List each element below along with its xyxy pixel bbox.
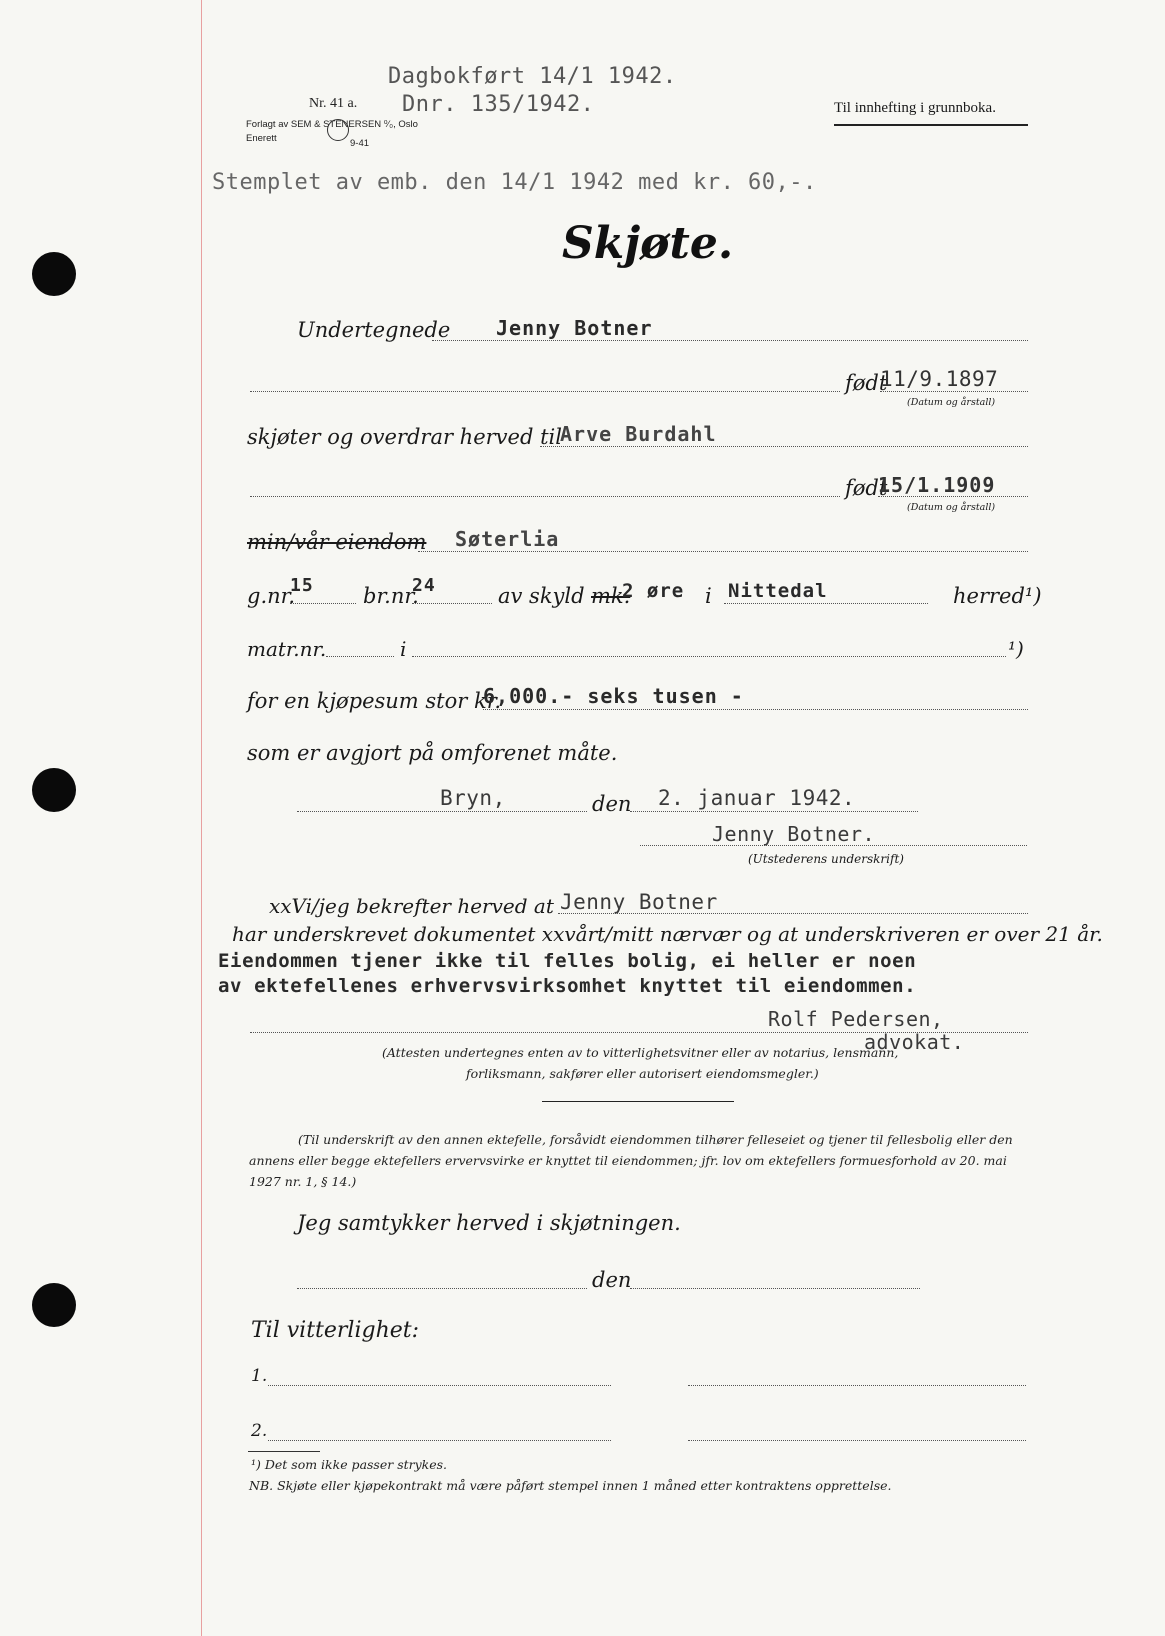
margin-rule	[201, 0, 202, 1636]
spouse-date-line	[630, 1288, 920, 1289]
den-label: den	[592, 792, 632, 816]
matr-label: matr.nr.	[247, 637, 327, 661]
bnr-line	[412, 603, 492, 604]
price-label: for en kjøpesum stor kr.	[247, 689, 502, 713]
witness-number-1: 1.	[251, 1366, 268, 1386]
settled-text: som er avgjort på omforenet måte.	[247, 741, 618, 765]
page-title: Skjøte.	[562, 218, 734, 269]
date-value: 2. januar 1942.	[658, 786, 856, 810]
herred-label: herred¹)	[953, 584, 1042, 608]
seller-birthdate: 11/9.1897	[880, 367, 999, 391]
transfer-label: skjøter og overdrar herved til	[247, 425, 562, 449]
place-value: Bryn,	[440, 786, 506, 810]
attestation-note-1: (Attesten undertegnes enten av to vitterlighetsvitner eller av notarius, lensmann,	[382, 1045, 899, 1060]
undersigned-label: Undertegnede	[297, 318, 451, 342]
issuer-signature: Jenny Botner.	[712, 822, 876, 846]
spouse-note-3: 1927 nr. 1, § 14.)	[249, 1174, 357, 1189]
punch-hole	[32, 768, 76, 812]
matr-i: i	[400, 637, 407, 661]
born-label-2: født	[845, 476, 888, 500]
municipality-prefix: i	[705, 584, 712, 608]
spouse-consent: Jeg samtykker herved i skjøtningen.	[297, 1211, 681, 1235]
spouse-note-2: annens eller begge ektefellers ervervsvirke er knyttet til eiendommen; jfr. lov om ektefellers formuesforhold av 20. mai	[249, 1153, 1007, 1168]
transfer-line	[540, 446, 1028, 447]
undersigned-line	[432, 340, 1028, 341]
attestation-name: Jenny Botner	[560, 890, 718, 914]
publisher-rights: Enerett	[246, 133, 277, 144]
publisher-logo	[327, 119, 349, 141]
witness-line-2b	[688, 1440, 1026, 1441]
born-line-1	[250, 391, 840, 392]
binding-underline	[834, 124, 1028, 126]
seller-name: Jenny Botner	[496, 316, 653, 340]
born-value-line-1	[880, 391, 1028, 392]
bnr-value: 24	[412, 575, 436, 596]
attestation-note-2: forliksmann, sakfører eller autorisert eiendomsmegler.)	[466, 1066, 819, 1081]
buyer-name: Arve Burdahl	[560, 422, 717, 446]
property-label: min/vår eiendom	[247, 530, 427, 554]
footnote-1: ¹) Det som ikke passer strykes.	[251, 1457, 448, 1472]
issuer-caption: (Utstederens underskrift)	[748, 852, 904, 866]
punch-hole	[32, 252, 76, 296]
spouse-den-label: den	[592, 1268, 632, 1292]
witness-line-1a	[268, 1385, 611, 1386]
typed-clause-1: Eiendommen tjener ikke til felles bolig, ei heller er noen	[218, 950, 917, 972]
born-line-2	[250, 496, 840, 497]
punch-hole	[32, 1283, 76, 1327]
municipality: Nittedal	[728, 580, 828, 602]
footnote-nb: NB. Skjøte eller kjøpekontrakt må være påført stempel innen 1 måned etter kontraktens opprettelse.	[249, 1478, 892, 1493]
date-hint-1: (Datum og årstall)	[907, 397, 996, 408]
publisher-code: 9-41	[350, 138, 370, 149]
spouse-place-line	[297, 1288, 587, 1289]
price-line	[483, 709, 1028, 710]
matr-note: ¹)	[1008, 637, 1024, 661]
skyld-label: av skyld	[498, 584, 585, 608]
diary-number: Dnr. 135/1942.	[402, 92, 595, 117]
place-line	[297, 811, 587, 812]
property-name: Søterlia	[455, 527, 560, 551]
skyld-unit-struck: mk.	[591, 584, 631, 608]
footnote-rule	[248, 1451, 320, 1452]
typed-clause-2: av ektefellenes erhvervsvirksomhet knyttet til eiendommen.	[218, 975, 917, 997]
buyer-birthdate: 15/1.1909	[878, 473, 996, 497]
gnr-line	[290, 603, 356, 604]
registration-stamp: Dagbokført 14/1 1942.	[388, 64, 677, 89]
witness-number-2: 2.	[251, 1421, 268, 1441]
date-hint-2: (Datum og årstall)	[907, 502, 996, 513]
attestation-prefix: xxVi/jeg bekrefter herved at	[269, 894, 554, 918]
stamp-duty-line: Stemplet av emb. den 14/1 1942 med kr. 60,-.	[212, 170, 817, 195]
gnr-value: 15	[290, 575, 314, 596]
witness-line-1b	[688, 1385, 1026, 1386]
spouse-note-1: (Til underskrift av den annen ektefelle, forsåvidt eiendommen tilhører felleseiet og tjener til fellesbolig eller den	[298, 1132, 1013, 1147]
form-number: Nr. 41 a.	[309, 96, 358, 111]
section-divider	[542, 1101, 734, 1102]
date-line	[630, 811, 918, 812]
matr-place-line	[412, 656, 1006, 657]
born-label-1: født	[845, 371, 888, 395]
matr-line	[326, 656, 394, 657]
born-value-line-2	[878, 496, 1028, 497]
witness-label: Til vitterlighet:	[251, 1318, 420, 1343]
binding-note: Til innhefting i grunnboka.	[834, 100, 996, 116]
witness-line-2a	[268, 1440, 611, 1441]
bnr-label: br.nr.	[363, 584, 419, 608]
property-line	[418, 551, 1028, 552]
skyld-value: 2 øre	[622, 580, 685, 602]
municipality-line	[724, 603, 928, 604]
price-value: 6,000.- seks tusen -	[483, 684, 744, 708]
attester-title: advokat.	[864, 1030, 965, 1054]
publisher-line: Forlagt av SEM & STENERSEN ⁰⁄₀, Oslo	[246, 119, 418, 130]
gnr-label: g.nr.	[247, 584, 296, 608]
attestation-line2: har underskrevet dokumentet xxvårt/mitt nærvær og at underskriveren er over 21 år.	[232, 922, 1103, 946]
attester-name: Rolf Pedersen,	[768, 1007, 944, 1031]
